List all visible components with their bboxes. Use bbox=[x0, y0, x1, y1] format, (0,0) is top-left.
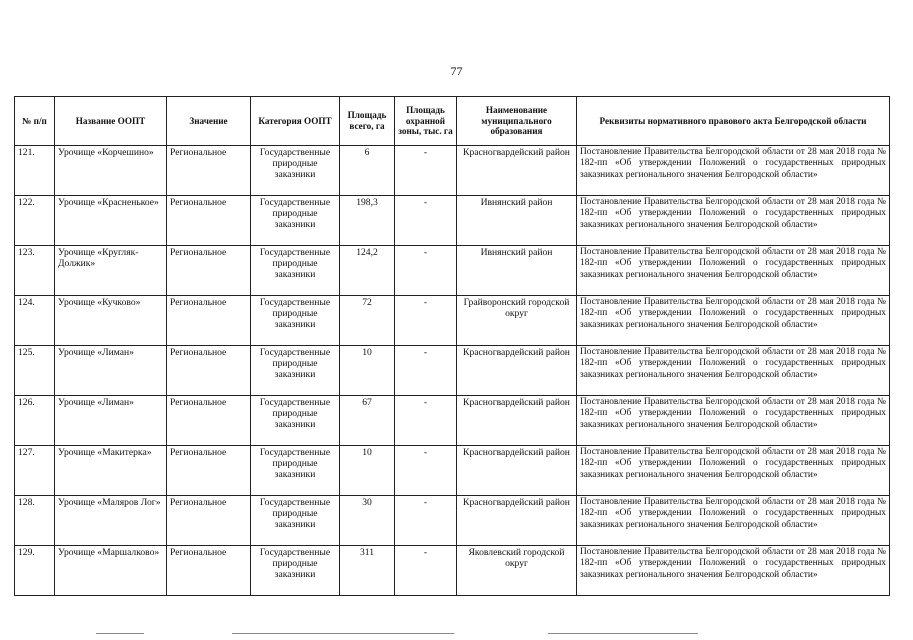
municipality: Красногвардейский район bbox=[457, 396, 577, 446]
column-header-legal-act: Реквизиты нормативного правового акта Белгородской области bbox=[577, 97, 890, 146]
row-number: 123. bbox=[15, 246, 55, 296]
municipality: Ивнянский район bbox=[457, 246, 577, 296]
column-header-category: Категория ООПТ bbox=[251, 97, 340, 146]
legal-act: Постановление Правительства Белгородской области от 28 мая 2018 года № 182-пп «Об утверждении Положений о государственных природных заказниках регионального значения Белгородской области» bbox=[577, 146, 890, 196]
area-name: Урочище «Кучково» bbox=[55, 296, 167, 346]
total-area: 311 bbox=[340, 546, 395, 596]
total-area: 10 bbox=[340, 446, 395, 496]
row-number: 129. bbox=[15, 546, 55, 596]
column-header-number: № п/п bbox=[15, 97, 55, 146]
category: Государственные природные заказники bbox=[251, 396, 340, 446]
table-row bbox=[15, 296, 890, 346]
significance: Региональное bbox=[167, 196, 251, 246]
legal-act: Постановление Правительства Белгородской области от 28 мая 2018 года № 182-пп «Об утверждении Положений о государственных природных заказниках регионального значения Белгородской области» bbox=[577, 296, 890, 346]
buffer-zone-area: - bbox=[395, 296, 457, 346]
significance: Региональное bbox=[167, 296, 251, 346]
column-header-significance: Значение bbox=[167, 97, 251, 146]
category: Государственные природные заказники bbox=[251, 196, 340, 246]
page-number: 77 bbox=[450, 64, 463, 78]
table-row bbox=[15, 346, 890, 396]
area-name: Урочище «Маршалково» bbox=[55, 546, 167, 596]
total-area: 198,3 bbox=[340, 196, 395, 246]
footer-rule-center bbox=[232, 633, 454, 634]
table-row bbox=[15, 246, 890, 296]
column-header-name: Название ООПТ bbox=[55, 97, 167, 146]
buffer-zone-area: - bbox=[395, 246, 457, 296]
significance: Региональное bbox=[167, 546, 251, 596]
area-name: Урочище «Лиман» bbox=[55, 346, 167, 396]
significance: Региональное bbox=[167, 396, 251, 446]
total-area: 6 bbox=[340, 146, 395, 196]
area-name: Урочище «Корчешино» bbox=[55, 146, 167, 196]
buffer-zone-area: - bbox=[395, 496, 457, 546]
protected-areas-table bbox=[14, 96, 890, 596]
significance: Региональное bbox=[167, 146, 251, 196]
municipality: Ивнянский район bbox=[457, 196, 577, 246]
table-row bbox=[15, 146, 890, 196]
significance: Региональное bbox=[167, 246, 251, 296]
significance: Региональное bbox=[167, 496, 251, 546]
area-name: Урочище «Маляров Лог» bbox=[55, 496, 167, 546]
total-area: 72 bbox=[340, 296, 395, 346]
category: Государственные природные заказники bbox=[251, 246, 340, 296]
area-name: Урочище «Красненькое» bbox=[55, 196, 167, 246]
municipality: Грайворонский городской округ bbox=[457, 296, 577, 346]
municipality: Красногвардейский район bbox=[457, 496, 577, 546]
table-row bbox=[15, 496, 890, 546]
legal-act: Постановление Правительства Белгородской области от 28 мая 2018 года № 182-пп «Об утверждении Положений о государственных природных заказниках регионального значения Белгородской области» bbox=[577, 346, 890, 396]
row-number: 126. bbox=[15, 396, 55, 446]
total-area: 124,2 bbox=[340, 246, 395, 296]
footer-rule-left bbox=[96, 633, 144, 634]
row-number: 125. bbox=[15, 346, 55, 396]
significance: Региональное bbox=[167, 446, 251, 496]
category: Государственные природные заказники bbox=[251, 346, 340, 396]
total-area: 30 bbox=[340, 496, 395, 546]
municipality: Красногвардейский район bbox=[457, 146, 577, 196]
header-row bbox=[15, 97, 890, 146]
row-number: 127. bbox=[15, 446, 55, 496]
row-number: 124. bbox=[15, 296, 55, 346]
category: Государственные природные заказники bbox=[251, 146, 340, 196]
table-row bbox=[15, 396, 890, 446]
area-name: Урочище «Лиман» bbox=[55, 396, 167, 446]
column-header-buffer-zone: Площадь охранной зоны, тыс. га bbox=[395, 97, 457, 146]
legal-act: Постановление Правительства Белгородской области от 28 мая 2018 года № 182-пп «Об утверждении Положений о государственных природных заказниках регионального значения Белгородской области» bbox=[577, 246, 890, 296]
municipality: Яковлевский городской округ bbox=[457, 546, 577, 596]
area-name: Урочище «Макитерка» bbox=[55, 446, 167, 496]
buffer-zone-area: - bbox=[395, 146, 457, 196]
table-row bbox=[15, 446, 890, 496]
legal-act: Постановление Правительства Белгородской области от 28 мая 2018 года № 182-пп «Об утверждении Положений о государственных природных заказниках регионального значения Белгородской области» bbox=[577, 396, 890, 446]
area-name: Урочище «Кругляк-Должик» bbox=[55, 246, 167, 296]
category: Государственные природные заказники bbox=[251, 296, 340, 346]
row-number: 122. bbox=[15, 196, 55, 246]
significance: Региональное bbox=[167, 346, 251, 396]
buffer-zone-area: - bbox=[395, 546, 457, 596]
buffer-zone-area: - bbox=[395, 196, 457, 246]
table-row bbox=[15, 546, 890, 596]
municipality: Красногвардейский район bbox=[457, 446, 577, 496]
buffer-zone-area: - bbox=[395, 396, 457, 446]
buffer-zone-area: - bbox=[395, 346, 457, 396]
total-area: 67 bbox=[340, 396, 395, 446]
footer-rule-right bbox=[548, 633, 698, 634]
legal-act: Постановление Правительства Белгородской области от 28 мая 2018 года № 182-пп «Об утверждении Положений о государственных природных заказниках регионального значения Белгородской области» bbox=[577, 196, 890, 246]
legal-act: Постановление Правительства Белгородской области от 28 мая 2018 года № 182-пп «Об утверждении Положений о государственных природных заказниках регионального значения Белгородской области» bbox=[577, 446, 890, 496]
category: Государственные природные заказники bbox=[251, 496, 340, 546]
municipality: Красногвардейский район bbox=[457, 346, 577, 396]
category: Государственные природные заказники bbox=[251, 546, 340, 596]
buffer-zone-area: - bbox=[395, 446, 457, 496]
category: Государственные природные заказники bbox=[251, 446, 340, 496]
legal-act: Постановление Правительства Белгородской области от 28 мая 2018 года № 182-пп «Об утверждении Положений о государственных природных заказниках регионального значения Белгородской области» bbox=[577, 496, 890, 546]
total-area: 10 bbox=[340, 346, 395, 396]
table-row bbox=[15, 196, 890, 246]
row-number: 128. bbox=[15, 496, 55, 546]
legal-act: Постановление Правительства Белгородской области от 28 мая 2018 года № 182-пп «Об утверждении Положений о государственных природных заказниках регионального значения Белгородской области» bbox=[577, 546, 890, 596]
row-number: 121. bbox=[15, 146, 55, 196]
column-header-area: Площадь всего, га bbox=[340, 97, 395, 146]
column-header-municipality: Наименование муниципального образования bbox=[457, 97, 577, 146]
